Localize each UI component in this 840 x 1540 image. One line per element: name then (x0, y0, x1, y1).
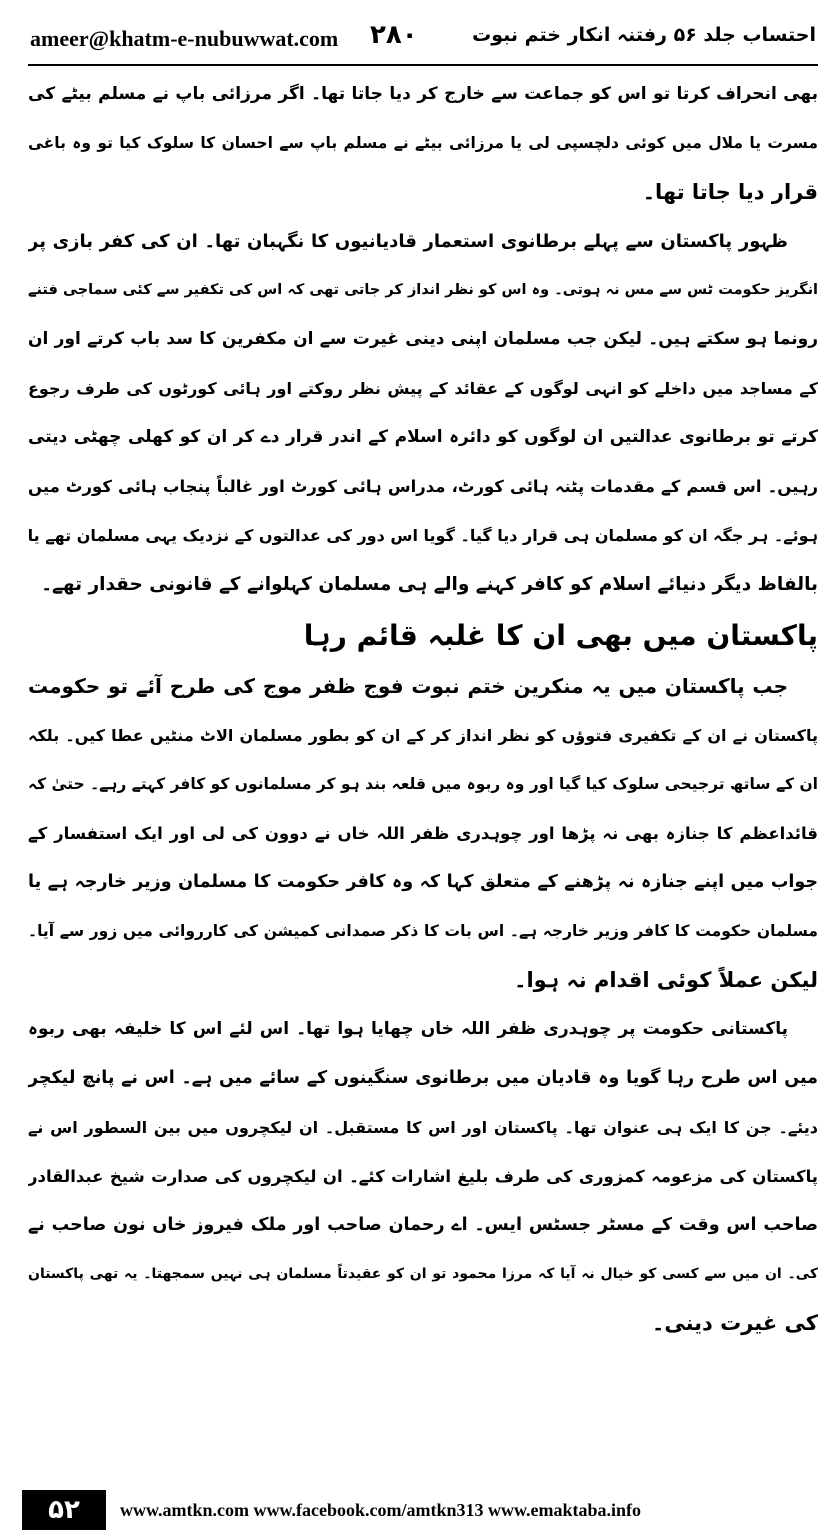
text-line: قرار دیا جاتا تھا۔ (642, 180, 818, 204)
text-line: انگریز حکومت ٹس سے مس نہ ہوتی۔ وہ اس کو نظر انداز کر جاتی تھی کہ اس کی تکفیر سے کئی سماجی فتنے (28, 282, 818, 298)
text-line: مسلمان حکومت کا کافر وزیر خارجہ ہے۔ اس بات کا ذکر صمدانی کمیشن کی کارروائی میں زور سے آیا۔ (28, 922, 818, 940)
text-line: ظہور پاکستان سے پہلے برطانوی استعمار قادیانیوں کا نگہبان تھا۔ ان کی کفر بازی پر (28, 231, 788, 252)
page-footer (20, 1490, 820, 1530)
header-book-title: احتساب جلد ۵۶ رفتنہ انکار ختم نبوت (472, 24, 816, 46)
header-page-number: ۲۸۰ (370, 20, 418, 50)
text-line: پاکستان نے ان کے تکفیری فتوؤں کو نظر انداز کر کے ان کو بطور مسلمان الاٹ منٹیں عطا کیں۔ بلکہ (28, 726, 818, 745)
text-line: میں اس طرح رہا گویا وہ قادیان میں برطانوی سنگینوں کے سائے میں ہے۔ اس نے پانچ لیکچر (28, 1068, 818, 1088)
text-line: قائداعظم کا جنازہ بھی نہ پڑھا اور چوہدری ظفر اللہ خاں نے دوون کی لی اور ایک استفسار کے (28, 824, 818, 843)
footer-links[interactable]: www.amtkn.com www.facebook.com/amtkn313 www.emaktaba.info (120, 1500, 641, 1520)
text-line: بالفاظ دیگر دنیائے اسلام کو کافر کہنے والے ہی مسلمان کہلوانے کے قانونی حقدار تھے۔ (41, 574, 818, 595)
text-line: بھی انحراف کرتا تو اس کو جماعت سے خارج کر دیا جاتا تھا۔ اگر مرزائی باپ نے مسلم بیٹے کی (28, 84, 818, 104)
text-line: جواب میں اپنے جنازہ نہ پڑھنے کے متعلق کہا کہ وہ کافر حکومت کا مسلمان وزیر خارجہ ہے یا (28, 872, 818, 892)
text-line: لیکن عملاً کوئی اقدام نہ ہوا۔ (514, 968, 818, 992)
text-line: پاکستانی حکومت پر چوہدری ظفر اللہ خاں چھایا ہوا تھا۔ اس لئے اس کا خلیفہ بھی ربوہ (28, 1019, 788, 1039)
text-line: رہیں۔ اس قسم کے مقدمات پٹنہ ہائی کورٹ، مدراس ہائی کورٹ اور غالباً پنجاب ہائی کورٹ میں (28, 477, 818, 496)
text-line: پاکستان کی مزعومہ کمزوری کی طرف بلیغ اشارات کئے۔ ان لیکچروں کی صدارت شیخ عبدالقادر (28, 1167, 818, 1186)
footer-page-number: ۵۲ (22, 1490, 106, 1530)
body-text (28, 70, 818, 1348)
text-line: کے مساجد میں داخلے کو انہی لوگوں کے عقائد کے پیش نظر روکتے اور ہائی کورٹوں کی طرف رجوع (28, 379, 818, 398)
text-line: ہوئے۔ ہر جگہ ان کو مسلمان ہی قرار دیا گیا۔ گویا اس دور کی عدالتوں کے نزدیک یہی مسلمان تھے یا (28, 526, 818, 545)
text-line: صاحب اس وقت کے مسٹر جسٹس ایس۔ اے رحمان صاحب اور ملک فیروز خاں نون صاحب نے (28, 1215, 818, 1235)
text-line: کی۔ ان میں سے کسی کو خیال نہ آیا کہ مرزا محمود تو ان کو عقیدتاً مسلمان ہی نہیں سمجھتا۔ یہ تھی پاکستان (28, 1266, 818, 1282)
text-line: مسرت یا ملال میں کوئی دلچسپی لی یا مرزائی بیٹے نے مسلم باپ سے احسان کا سلوک کیا تو وہ باغی (28, 134, 818, 152)
header-email[interactable]: ameer@khatm-e-nubuwwat.com (30, 26, 339, 51)
section-heading: پاکستان میں بھی ان کا غلبہ قائم رہا (303, 619, 818, 652)
text-line: رونما ہو سکتے ہیں۔ لیکن جب مسلمان اپنی دینی غیرت سے ان مکفرین کا سد باب کرتے اور ان (28, 329, 818, 349)
text-line: کرتے تو برطانوی عدالتیں ان لوگوں کو دائرہ اسلام کے اندر قرار دے کر ان کو کھلی چھٹی دیتی (28, 427, 818, 447)
text-line: ان کے ساتھ ترجیحی سلوک کیا گیا اور وہ ربوہ میں قلعہ بند ہو کر مسلمانوں کو کافر کہتے رہے۔ حتیٰ کہ (28, 775, 818, 793)
text-line: دیئے۔ جن کا ایک ہی عنوان تھا۔ پاکستان اور اس کا مستقبل۔ ان لیکچروں میں بین السطور اس نے (28, 1118, 818, 1137)
page-header (28, 18, 818, 60)
text-line: کی غیرت دینی۔ (652, 1311, 818, 1335)
header-divider (28, 64, 818, 66)
text-line: جب پاکستان میں یہ منکرین ختم نبوت فوج ظفر موج کی طرح آئے تو حکومت (28, 674, 788, 698)
